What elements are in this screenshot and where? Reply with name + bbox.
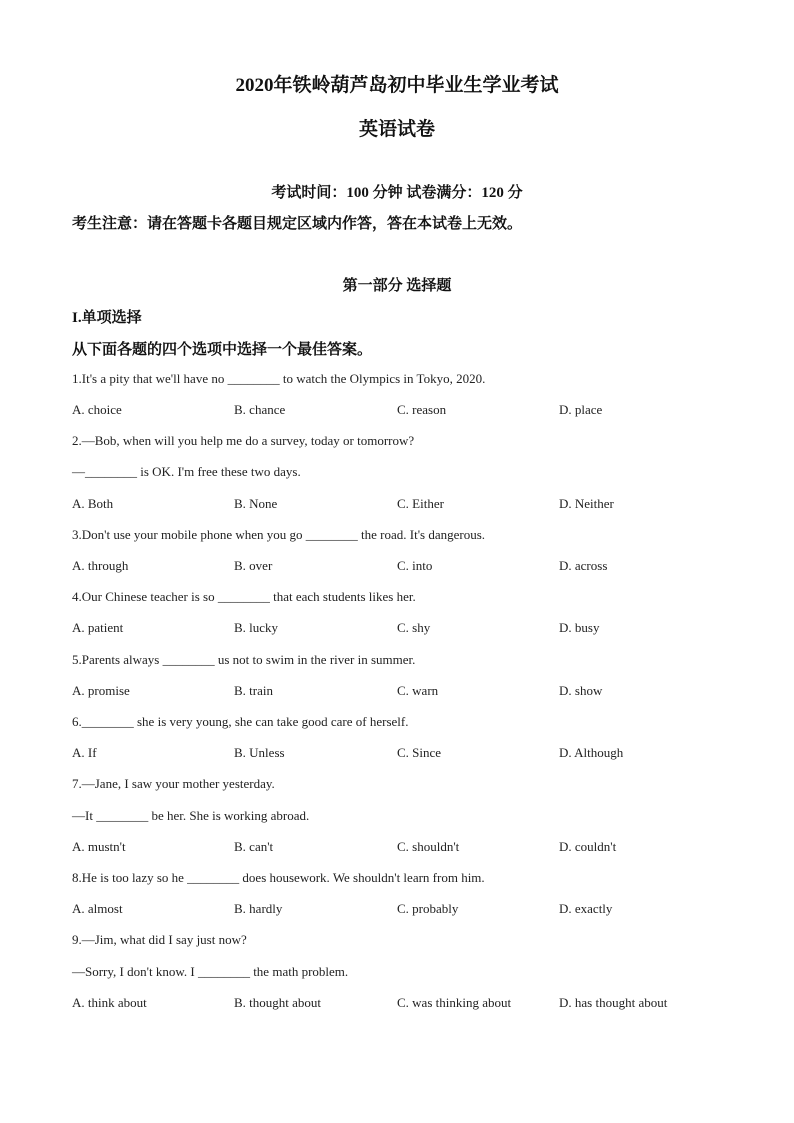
option-a: A. promise (72, 683, 130, 698)
question-8-stem: 8.He is too lazy so he ________ does housework. We shouldn't learn from him. (72, 870, 485, 885)
option-b: B. None (234, 496, 278, 511)
option-d: D. exactly (559, 901, 613, 916)
option-b: B. train (234, 683, 273, 698)
option-b: B. chance (234, 402, 286, 417)
option-b: B. can't (234, 839, 274, 854)
option-c: C. warn (397, 683, 439, 698)
exam-notice: 考生注意：请在答题卡各题目规定区域内作答，答在本试卷上无效。 (72, 216, 523, 232)
option-c: C. shy (397, 620, 431, 635)
option-d: D. show (559, 683, 603, 698)
option-a: A. patient (72, 620, 124, 635)
option-b: B. Unless (234, 745, 285, 760)
exam-subtitle: 英语试卷 (358, 119, 435, 140)
option-d: D. busy (559, 620, 600, 635)
question-9-stem: 9.—Jim, what did I say just now? (72, 932, 247, 947)
question-2-options (72, 495, 752, 513)
option-a: A. almost (72, 901, 123, 916)
option-a: A. through (72, 558, 129, 573)
question-9-options (72, 994, 752, 1012)
option-a: A. If (72, 745, 97, 760)
question-5-stem: 5.Parents always ________ us not to swim in the river in summer. (72, 652, 416, 667)
exam-info: 考试时间：100 分钟 试卷满分：120 分 (271, 185, 523, 201)
option-a: A. think about (72, 995, 147, 1010)
question-3-stem: 3.Don't use your mobile phone when you go ________ the road. It's dangerous. (72, 527, 486, 542)
option-c: C. reason (397, 402, 447, 417)
option-d: D. Although (559, 745, 624, 760)
option-b: B. over (234, 558, 273, 573)
option-c: C. shouldn't (397, 839, 460, 854)
option-c: C. Since (397, 745, 442, 760)
exam-title: 2020年铁岭葫芦岛初中毕业生学业考试 (235, 75, 559, 96)
question-5-options (72, 682, 752, 700)
question-2-reply: —________ is OK. I'm free these two days. (72, 464, 301, 479)
question-2-stem: 2.—Bob, when will you help me do a survey, today or tomorrow? (72, 433, 415, 448)
option-b: B. lucky (234, 620, 279, 635)
question-7-reply: —It ________ be her. She is working abroad. (72, 808, 310, 823)
question-6-stem: 6.________ she is very young, she can take good care of herself. (72, 714, 409, 729)
question-1-stem: 1.It's a pity that we'll have no ________ to watch the Olympics in Tokyo, 2020. (72, 371, 486, 386)
question-9-reply: —Sorry, I don't know. I ________ the math problem. (72, 964, 349, 979)
question-4-options (72, 619, 752, 637)
option-c: C. Either (397, 496, 444, 511)
question-7-options (72, 838, 752, 856)
option-d: D. has thought about (559, 995, 668, 1010)
question-7-stem: 7.—Jane, I saw your mother yesterday. (72, 776, 275, 791)
option-d: D. place (559, 402, 603, 417)
question-1-options (72, 401, 752, 419)
question-6-options (72, 744, 752, 762)
option-d: D. Neither (559, 496, 614, 511)
question-8-options (72, 900, 752, 918)
option-d: D. couldn't (559, 839, 617, 854)
question-4-stem: 4.Our Chinese teacher is so ________ that each students likes her. (72, 589, 416, 604)
option-b: B. thought about (234, 995, 322, 1010)
option-c: C. into (397, 558, 433, 573)
section-title: I.单项选择 (72, 310, 142, 326)
option-b: B. hardly (234, 901, 283, 916)
option-c: C. was thinking about (397, 995, 512, 1010)
option-a: A. Both (72, 496, 114, 511)
section-instruction: 从下面各题的四个选项中选择一个最佳答案。 (72, 342, 373, 358)
question-3-options (72, 557, 752, 575)
option-a: A. choice (72, 402, 122, 417)
option-d: D. across (559, 558, 608, 573)
option-c: C. probably (397, 901, 459, 916)
option-a: A. mustn't (72, 839, 126, 854)
part-title: 第一部分 选择题 (342, 278, 452, 294)
